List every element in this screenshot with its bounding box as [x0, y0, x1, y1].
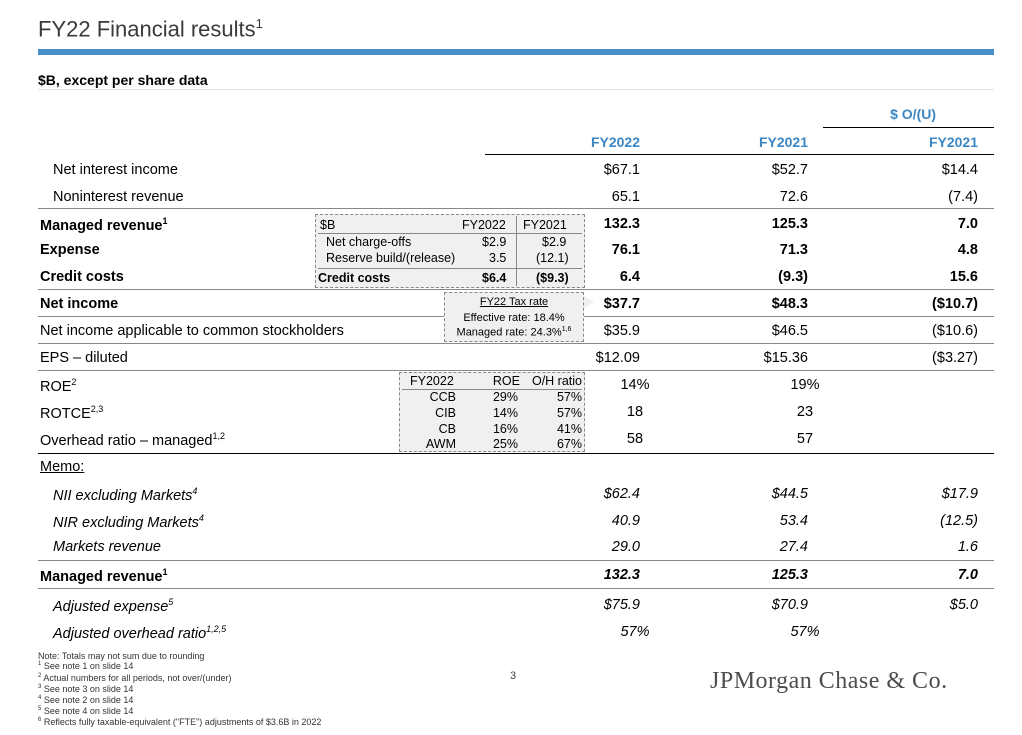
row-label-rotce: ROTCE$^{2,3}$: [40, 404, 104, 422]
segment-header-year: FY2022: [410, 374, 454, 388]
segment-roe: 29%: [492, 390, 518, 404]
managed-revenue-change: 7.0: [957, 216, 978, 232]
eps-change: ($3.27): [932, 350, 978, 366]
segment-returns-callout: [399, 372, 585, 452]
segment-roe: 16%: [492, 422, 518, 436]
nii-ex-markets-fy2022: $62.4: [603, 486, 640, 502]
roe-fy2022: 14%: [620, 377, 650, 393]
footnote: $^5$ See note 4 on slide 14: [38, 706, 134, 716]
credit-box-total-fy2022: $6.4: [482, 271, 507, 285]
credit-box-total-fy2021: ($9.3): [536, 271, 569, 285]
row-label-roe: ROE$^2$: [40, 377, 77, 395]
credit-box-total-rule: [318, 268, 582, 269]
header-fy2022: FY2022: [590, 134, 640, 150]
footnote: Note: Totals may not sum due to rounding: [38, 651, 205, 661]
nii-ex-markets-fy2021: $44.5: [771, 486, 808, 502]
nir-fy2021: 72.6: [779, 189, 808, 205]
credit-box-label-nco: Net charge-offs: [326, 235, 412, 249]
page-title: FY22 Financial results$^1$: [38, 16, 263, 42]
tax-rate-callout: [444, 292, 584, 342]
rotce-fy2022: 18: [626, 404, 644, 420]
expense-fy2021: 71.3: [779, 242, 808, 258]
overhead-ratio-fy2022: 58: [626, 431, 644, 447]
row-label-ni-common: Net income applicable to common stockholders: [40, 323, 344, 339]
credit-box-label-total: Credit costs: [318, 271, 391, 285]
segment-name: CB: [438, 422, 456, 436]
row-label-net-income: Net income: [40, 296, 119, 312]
managed-revenue-fy2022: 132.3: [603, 216, 640, 232]
nir-fy2022: 65.1: [611, 189, 640, 205]
credit-costs-change: 15.6: [949, 269, 978, 285]
credit-box-label-reserve: Reserve build/(release): [326, 251, 456, 265]
expense-change: 4.8: [957, 242, 978, 258]
row-label-eps: EPS – diluted: [40, 350, 128, 366]
company-logo: JPMorgan Chase & Co.: [710, 668, 948, 694]
tax-box-effective-rate: Effective rate: 18.4%: [463, 312, 565, 324]
eps-fy2022: $12.09: [595, 350, 640, 366]
header-change-fy2021: FY2021: [928, 134, 978, 150]
expense-fy2022: 76.1: [611, 242, 640, 258]
managed-revenue-memo-fy2021: 125.3: [771, 567, 808, 583]
net-income-change: ($10.7): [932, 296, 978, 312]
tax-box-title: FY22 Tax rate: [479, 296, 549, 308]
footnote: $^4$ See note 2 on slide 14: [38, 695, 134, 705]
row-divider: [38, 370, 994, 371]
markets-revenue-fy2022: 29.0: [611, 539, 640, 555]
row-label-nir-ex-markets: NIR excluding Markets$^4$: [53, 513, 204, 531]
row-divider: [38, 208, 994, 209]
markets-revenue-change: 1.6: [957, 539, 978, 555]
credit-box-nco-fy2021: $2.9: [542, 235, 567, 249]
header-change-group: $ O/(U): [890, 106, 936, 122]
page-number: 3: [510, 670, 517, 682]
segment-name: AWM: [425, 437, 456, 451]
row-label-adjusted-expense: Adjusted expense$^5$: [53, 597, 174, 615]
memo-label: Memo:: [40, 459, 85, 475]
segment-oh-ratio: 57%: [556, 406, 582, 420]
ni-common-change: ($10.6): [932, 323, 978, 339]
adjusted-overhead-fy2021: 57%: [790, 624, 820, 640]
segment-oh-ratio: 57%: [556, 390, 582, 404]
header-fy2021: FY2021: [758, 134, 808, 150]
nii-change: $14.4: [941, 162, 978, 178]
managed-revenue-memo-change: 7.0: [957, 567, 978, 583]
segment-header-oh-ratio: O/H ratio: [531, 374, 582, 388]
segment-name: CCB: [429, 390, 456, 404]
row-label-nii: Net interest income: [53, 162, 178, 178]
row-label-nir: Noninterest revenue: [53, 189, 184, 205]
credit-box-unit: $B: [320, 218, 336, 232]
footnote: $^3$ See note 3 on slide 14: [38, 684, 134, 694]
segment-name: CIB: [435, 406, 456, 420]
row-label-credit-costs: Credit costs: [40, 269, 124, 285]
adjusted-overhead-fy2022: 57%: [620, 624, 650, 640]
row-divider: [38, 343, 994, 344]
segment-roe: 14%: [492, 406, 518, 420]
segment-header-roe: ROE: [492, 374, 520, 388]
memo-rule: [38, 453, 994, 454]
row-divider: [38, 560, 994, 561]
row-divider: [38, 588, 994, 589]
managed-revenue-fy2021: 125.3: [771, 216, 808, 232]
credit-box-reserve-fy2022: 3.5: [489, 251, 507, 265]
credit-costs-callout: [315, 214, 585, 288]
header-rule: [485, 154, 994, 155]
markets-revenue-fy2021: 27.4: [779, 539, 808, 555]
credit-costs-fy2021: (9.3): [778, 269, 808, 285]
nir-change: (7.4): [948, 189, 978, 205]
segment-oh-ratio: 41%: [556, 422, 582, 436]
adjusted-expense-fy2022: $75.9: [603, 597, 640, 613]
ni-common-fy2021: $46.5: [771, 323, 808, 339]
nir-ex-markets-fy2021: 53.4: [779, 513, 808, 529]
row-label-managed-revenue: Managed revenue$^1$: [40, 216, 168, 234]
roe-fy2021: 19%: [790, 377, 820, 393]
eps-fy2021: $15.36: [763, 350, 808, 366]
title-rule: [38, 49, 994, 55]
tax-callout-pointer: [584, 296, 594, 308]
row-label-adjusted-overhead-ratio: Adjusted overhead ratio$^{1,2,5}$: [53, 624, 227, 642]
nii-fy2022: $67.1: [603, 162, 640, 178]
credit-costs-fy2022: 6.4: [619, 269, 640, 285]
segment-roe: 25%: [492, 437, 518, 451]
nir-ex-markets-change: (12.5): [940, 513, 978, 529]
overhead-ratio-fy2021: 57: [796, 431, 814, 447]
subtitle-rule: [38, 89, 994, 90]
row-label-expense: Expense: [40, 242, 100, 258]
credit-box-header-fy2021: FY2021: [523, 218, 567, 232]
nii-ex-markets-change: $17.9: [941, 486, 978, 502]
units-subtitle: $B, except per share data: [38, 72, 208, 88]
managed-revenue-memo-fy2022: 132.3: [603, 567, 640, 583]
row-label-nii-ex-markets: NII excluding Markets$^4$: [53, 486, 198, 504]
rotce-fy2021: 23: [796, 404, 814, 420]
footnote: $^2$ Actual numbers for all periods, not over/(under): [38, 673, 232, 683]
net-income-fy2022: $37.7: [603, 296, 640, 312]
credit-box-header-fy2022: FY2022: [462, 218, 506, 232]
adjusted-expense-fy2021: $70.9: [771, 597, 808, 613]
row-divider: [38, 289, 994, 290]
credit-box-col-divider: [516, 216, 517, 286]
segment-oh-ratio: 67%: [556, 437, 582, 451]
net-income-fy2021: $48.3: [771, 296, 808, 312]
row-label-markets-revenue: Markets revenue: [53, 539, 161, 555]
header-group-rule: [823, 127, 994, 128]
footnote: $^6$ Reflects fully taxable-equivalent ("FTE") adjustments of $3.6B in 2022: [38, 717, 322, 727]
ni-common-fy2022: $35.9: [603, 323, 640, 339]
credit-box-reserve-fy2021: (12.1): [536, 251, 569, 265]
footnote: $^1$ See note 1 on slide 14: [38, 661, 134, 671]
tax-box-managed-rate: Managed rate: 24.3%$^{1,6}$: [456, 326, 572, 339]
row-label-overhead-ratio: Overhead ratio – managed$^{1,2}$: [40, 431, 226, 449]
credit-box-header-rule: [318, 233, 582, 234]
credit-box-nco-fy2022: $2.9: [482, 235, 507, 249]
row-label-managed-revenue-memo: Managed revenue$^1$: [40, 567, 168, 585]
nir-ex-markets-fy2022: 40.9: [611, 513, 640, 529]
adjusted-expense-change: $5.0: [949, 597, 978, 613]
nii-fy2021: $52.7: [771, 162, 808, 178]
